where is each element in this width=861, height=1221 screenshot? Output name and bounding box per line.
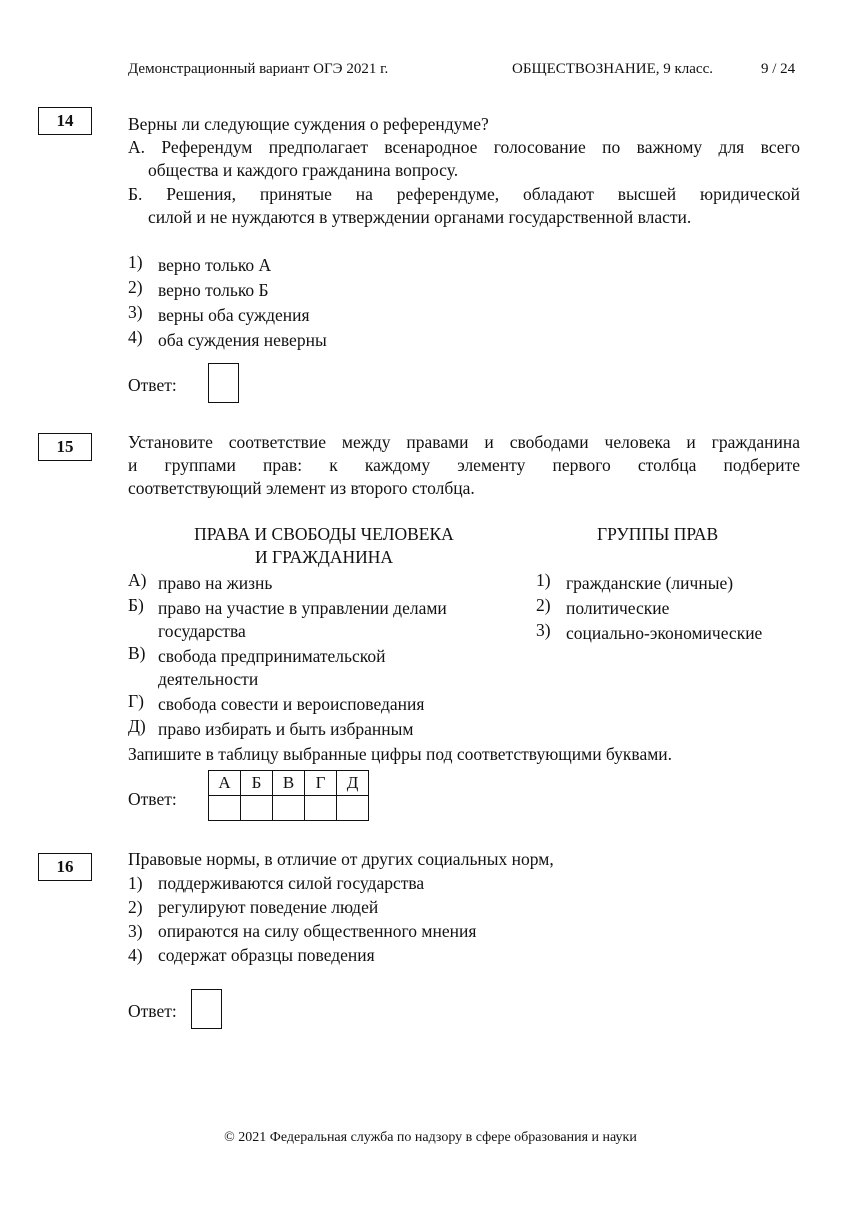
option-text: верно только А (158, 255, 272, 275)
question-number-16: 16 (38, 853, 92, 881)
option-text: поддерживаются силой государства (158, 873, 425, 893)
q14-answer-box[interactable] (208, 363, 239, 403)
answer-cell-b[interactable] (241, 796, 273, 821)
option-text: верно только Б (158, 280, 269, 300)
q14-answer-label: Ответ: (128, 375, 177, 395)
option-text: опираются на силу общественного мнения (158, 921, 477, 941)
option-number: 3) (128, 302, 143, 322)
answer-header-v: В (273, 771, 305, 796)
item-number: 3) (536, 620, 551, 640)
answer-cell-g[interactable] (305, 796, 337, 821)
item-number: 1) (536, 570, 551, 590)
answer-cell-d[interactable] (337, 796, 369, 821)
answer-table-header-row (209, 771, 369, 796)
option-text: содержат образцы поведения (158, 945, 375, 965)
item-text: политические (566, 598, 670, 618)
option-text: верны оба суждения (158, 305, 310, 325)
q14-question: Верны ли следующие суждения о референдуме? (128, 114, 489, 134)
item-text: право на участие в управлении делами (158, 598, 447, 618)
answer-header-g: Г (305, 771, 337, 796)
item-text: социально-экономические (566, 623, 763, 643)
item-number: 2) (536, 595, 551, 615)
q15-answer-label: Ответ: (128, 789, 177, 809)
answer-header-d: Д (337, 771, 369, 796)
q16-answer-label: Ответ: (128, 1001, 177, 1021)
q15-column2-title: ГРУППЫ ПРАВ (597, 524, 719, 544)
option-number: 2) (128, 897, 143, 917)
item-letter: Д) (128, 716, 146, 736)
header-subject: ОБЩЕСТВОЗНАНИЕ, 9 класс. (512, 61, 713, 77)
option-number: 1) (128, 252, 143, 272)
question-number-15: 15 (38, 433, 92, 461)
item-letter: Г) (128, 691, 144, 711)
option-text: оба суждения неверны (158, 330, 327, 350)
footer-copyright: © 2021 Федеральная служба по надзору в сфере образования и науки (224, 1130, 637, 1145)
answer-header-b: Б (241, 771, 273, 796)
option-number: 1) (128, 873, 143, 893)
header-page: 9 / 24 (761, 61, 796, 77)
q15-table-instruction: Запишите в таблицу выбранные цифры под соответствующими буквами. (128, 744, 673, 764)
item-text-continued: деятельности (158, 669, 259, 689)
option-number: 3) (128, 921, 143, 941)
q14-statement-b-line1: Б. Решения, принятые на референдуме, обладают высшей юридической (128, 184, 800, 204)
header-left: Демонстрационный вариант ОГЭ 2021 г. (128, 61, 389, 77)
item-text: свобода совести и вероисповедания (158, 694, 425, 714)
option-text: регулируют поведение людей (158, 897, 379, 917)
q14-statement-a-line2: общества и каждого гражданина вопросу. (148, 160, 459, 180)
item-text: право на жизнь (158, 573, 273, 593)
q15-instruction-line2: и группами прав: к каждому элементу первого столбца подберите (128, 455, 800, 475)
item-text: право избирать и быть избранным (158, 719, 414, 739)
question-number-14: 14 (38, 107, 92, 135)
item-text: гражданские (личные) (566, 573, 734, 593)
q14-statement-b-line2: силой и не нуждаются в утверждении органами государственной власти. (148, 207, 692, 227)
q15-instruction-line3: соответствующий элемент из второго столбца. (128, 478, 475, 498)
q15-column1-title-line2: И ГРАЖДАНИНА (254, 547, 394, 567)
q15-instruction-line1: Установите соответствие между правами и свободами человека и гражданина (128, 432, 800, 452)
q15-column1-title-line1: ПРАВА И СВОБОДЫ ЧЕЛОВЕКА (194, 524, 454, 544)
answer-cell-a[interactable] (209, 796, 241, 821)
option-number: 2) (128, 277, 143, 297)
q14-statement-a-line1: А. Референдум предполагает всенародное голосование по важному для всего (128, 137, 800, 157)
option-number: 4) (128, 945, 143, 965)
q16-question: Правовые нормы, в отличие от других социальных норм, (128, 849, 554, 869)
answer-header-a: А (209, 771, 241, 796)
q16-answer-box[interactable] (191, 989, 222, 1029)
option-number: 4) (128, 327, 143, 347)
answer-table-input-row (209, 796, 369, 821)
item-text-continued: государства (158, 621, 246, 641)
q15-answer-table (208, 770, 369, 821)
answer-cell-v[interactable] (273, 796, 305, 821)
item-text: свобода предпринимательской (158, 646, 386, 666)
item-letter: А) (128, 570, 147, 590)
item-letter: Б) (128, 595, 144, 615)
item-letter: В) (128, 643, 146, 663)
